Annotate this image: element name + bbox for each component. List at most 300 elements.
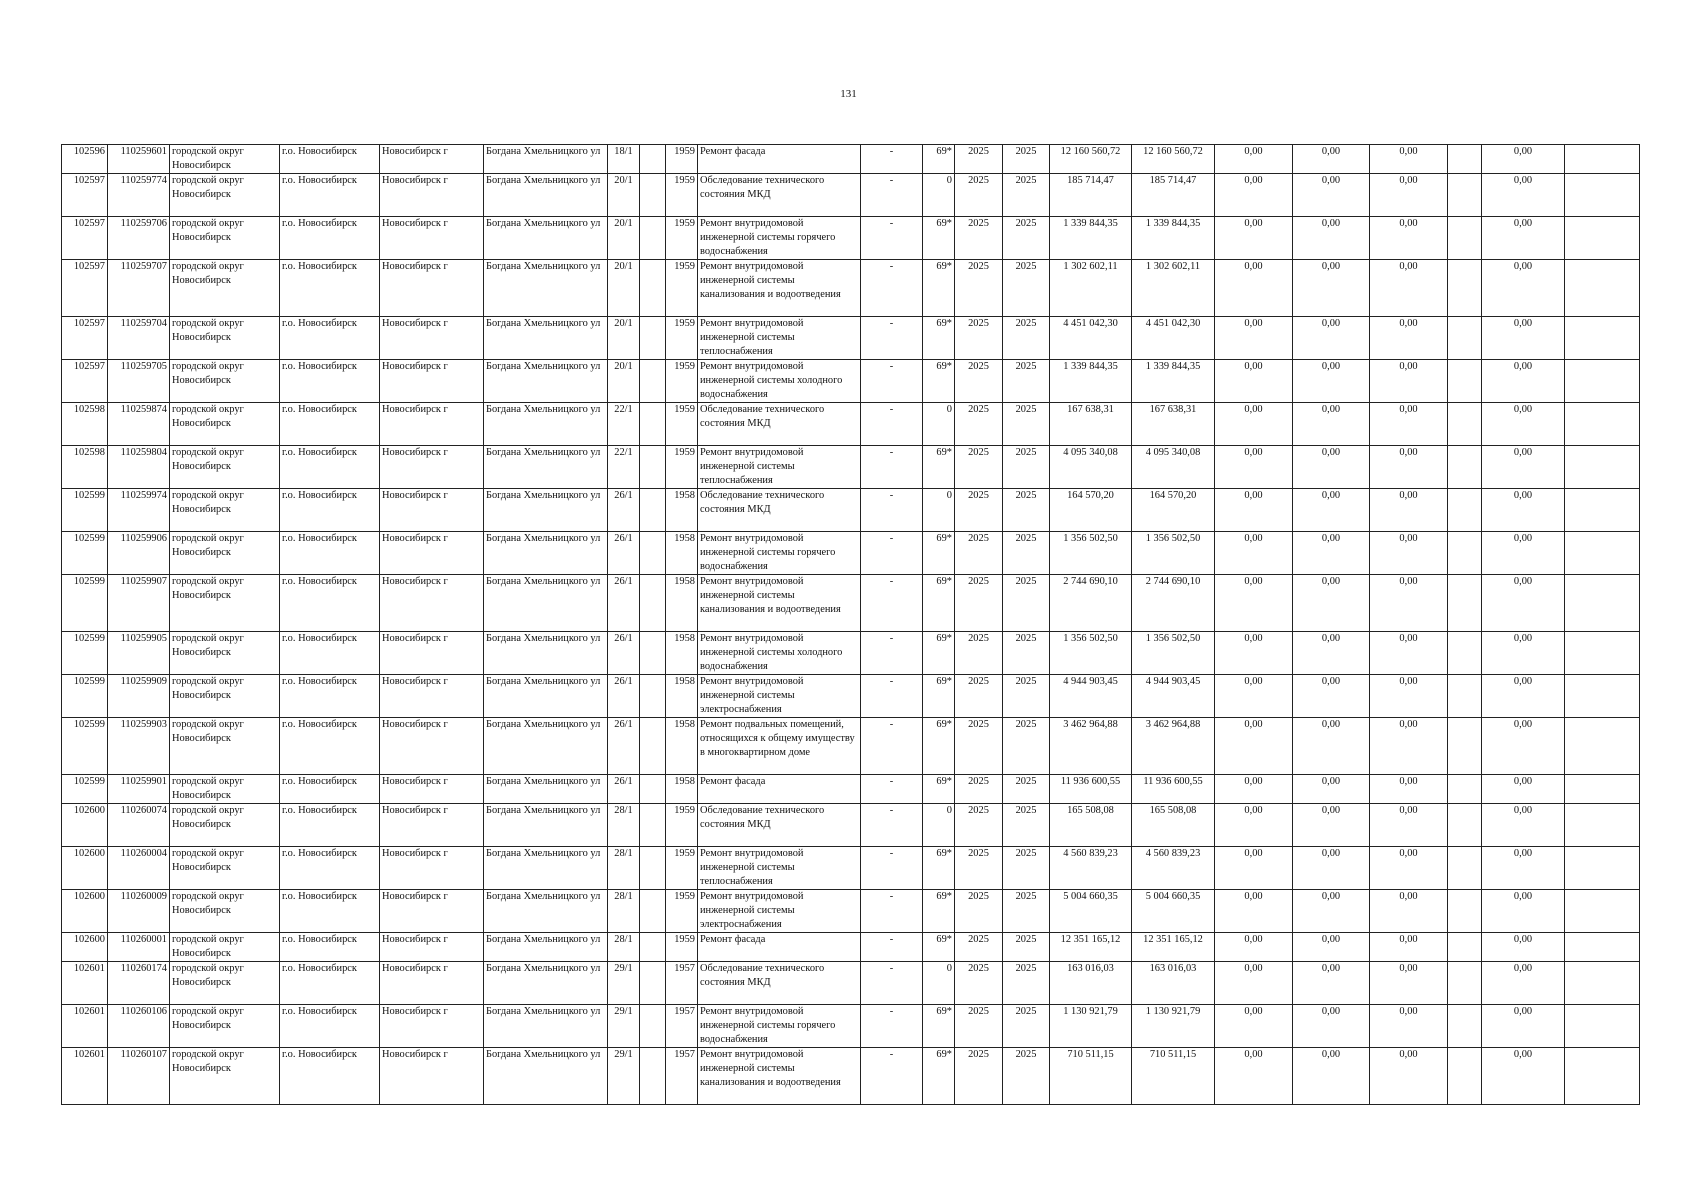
cell-flag: - [861, 890, 923, 933]
cell-locality: Новосибирск г [380, 847, 484, 890]
cell-cost: 4 944 903,45 [1050, 675, 1132, 718]
cell-id: 102599 [62, 489, 108, 532]
cell-year: 1959 [666, 217, 698, 260]
cell-value-2: 0,00 [1293, 718, 1370, 775]
cell-year: 1957 [666, 1005, 698, 1048]
cell-cost-total: 1 339 844,35 [1132, 360, 1215, 403]
cell-id: 102597 [62, 360, 108, 403]
cell-empty [1448, 145, 1482, 174]
cell-cost-total: 4 944 903,45 [1132, 675, 1215, 718]
cell-code: 110259707 [108, 260, 170, 317]
cell-locality: Новосибирск г [380, 403, 484, 446]
cell-locality: Новосибирск г [380, 775, 484, 804]
cell-locality: Новосибирск г [380, 804, 484, 847]
cell-work-type: Обследование технического состояния МКД [698, 804, 861, 847]
cell-rate: 69* [923, 675, 955, 718]
cell-work-type: Ремонт внутридомовой инженерной системы канализования и водоотведения [698, 260, 861, 317]
cell-value-4: 0,00 [1482, 962, 1565, 1005]
cell-work-type: Ремонт внутридомовой инженерной системы электроснабжения [698, 675, 861, 718]
cell-district: городской округ Новосибирск [170, 962, 280, 1005]
cell-year: 1959 [666, 933, 698, 962]
cell-plan-start: 2025 [955, 804, 1003, 847]
cell-house: 18/1 [608, 145, 640, 174]
cell-cost: 3 462 964,88 [1050, 718, 1132, 775]
cell-value-1: 0,00 [1215, 775, 1293, 804]
cell-empty [1448, 317, 1482, 360]
cell-work-type: Ремонт внутридомовой инженерной системы холодного водоснабжения [698, 632, 861, 675]
cell-building [640, 804, 666, 847]
cell-rate: 69* [923, 775, 955, 804]
cell-house: 26/1 [608, 632, 640, 675]
cell-locality: Новосибирск г [380, 145, 484, 174]
cell-plan-end: 2025 [1003, 403, 1050, 446]
cell-street: Богдана Хмельницкого ул [484, 403, 608, 446]
cell-plan-end: 2025 [1003, 718, 1050, 775]
cell-cost: 4 451 042,30 [1050, 317, 1132, 360]
cell-municipality: г.о. Новосибирск [280, 933, 380, 962]
cell-flag: - [861, 718, 923, 775]
cell-value-2: 0,00 [1293, 933, 1370, 962]
cell-value-3: 0,00 [1370, 775, 1448, 804]
cell-house: 20/1 [608, 260, 640, 317]
cell-locality: Новосибирск г [380, 446, 484, 489]
cell-building [640, 145, 666, 174]
cell-district: городской округ Новосибирск [170, 718, 280, 775]
cell-extra [1565, 489, 1640, 532]
cell-year: 1958 [666, 575, 698, 632]
cell-cost-total: 2 744 690,10 [1132, 575, 1215, 632]
cell-empty [1448, 1005, 1482, 1048]
cell-municipality: г.о. Новосибирск [280, 718, 380, 775]
cell-code: 110260074 [108, 804, 170, 847]
cell-building [640, 360, 666, 403]
cell-year: 1957 [666, 962, 698, 1005]
cell-district: городской округ Новосибирск [170, 847, 280, 890]
table-row [62, 446, 1640, 489]
cell-municipality: г.о. Новосибирск [280, 174, 380, 217]
cell-flag: - [861, 575, 923, 632]
cell-year: 1959 [666, 446, 698, 489]
cell-work-type: Ремонт внутридомовой инженерной системы канализования и водоотведения [698, 575, 861, 632]
cell-value-4: 0,00 [1482, 403, 1565, 446]
cell-value-3: 0,00 [1370, 962, 1448, 1005]
cell-extra [1565, 1048, 1640, 1105]
cell-value-2: 0,00 [1293, 1048, 1370, 1105]
cell-value-2: 0,00 [1293, 360, 1370, 403]
cell-house: 26/1 [608, 775, 640, 804]
cell-work-type: Ремонт внутридомовой инженерной системы горячего водоснабжения [698, 532, 861, 575]
cell-work-type: Ремонт внутридомовой инженерной системы теплоснабжения [698, 317, 861, 360]
cell-municipality: г.о. Новосибирск [280, 575, 380, 632]
table-row [62, 145, 1640, 174]
cell-value-4: 0,00 [1482, 847, 1565, 890]
page-number: 131 [840, 88, 857, 100]
cell-street: Богдана Хмельницкого ул [484, 962, 608, 1005]
cell-value-2: 0,00 [1293, 575, 1370, 632]
cell-year: 1958 [666, 632, 698, 675]
cell-street: Богдана Хмельницкого ул [484, 847, 608, 890]
cell-work-type: Ремонт фасада [698, 145, 861, 174]
table-row [62, 575, 1640, 632]
cell-code: 110259906 [108, 532, 170, 575]
cell-value-1: 0,00 [1215, 675, 1293, 718]
cell-cost-total: 5 004 660,35 [1132, 890, 1215, 933]
cell-building [640, 489, 666, 532]
cell-flag: - [861, 532, 923, 575]
cell-municipality: г.о. Новосибирск [280, 1048, 380, 1105]
cell-value-4: 0,00 [1482, 575, 1565, 632]
cell-flag: - [861, 446, 923, 489]
cell-code: 110260004 [108, 847, 170, 890]
cell-plan-end: 2025 [1003, 174, 1050, 217]
cell-extra [1565, 847, 1640, 890]
cell-extra [1565, 446, 1640, 489]
cell-rate: 69* [923, 360, 955, 403]
cell-plan-end: 2025 [1003, 532, 1050, 575]
cell-cost: 1 339 844,35 [1050, 360, 1132, 403]
cell-extra [1565, 962, 1640, 1005]
cell-code: 110259774 [108, 174, 170, 217]
cell-flag: - [861, 403, 923, 446]
cell-house: 28/1 [608, 847, 640, 890]
cell-work-type: Ремонт фасада [698, 933, 861, 962]
cell-empty [1448, 260, 1482, 317]
cell-value-2: 0,00 [1293, 145, 1370, 174]
cell-value-3: 0,00 [1370, 403, 1448, 446]
cell-empty [1448, 675, 1482, 718]
cell-cost-total: 165 508,08 [1132, 804, 1215, 847]
cell-cost: 5 004 660,35 [1050, 890, 1132, 933]
cell-plan-end: 2025 [1003, 847, 1050, 890]
cell-extra [1565, 260, 1640, 317]
cell-empty [1448, 775, 1482, 804]
cell-id: 102600 [62, 890, 108, 933]
cell-value-4: 0,00 [1482, 317, 1565, 360]
table-body [62, 145, 1640, 1105]
cell-plan-start: 2025 [955, 145, 1003, 174]
table-row [62, 317, 1640, 360]
cell-id: 102601 [62, 1048, 108, 1105]
cell-rate: 69* [923, 890, 955, 933]
cell-cost-total: 163 016,03 [1132, 962, 1215, 1005]
cell-plan-end: 2025 [1003, 804, 1050, 847]
cell-empty [1448, 632, 1482, 675]
cell-value-4: 0,00 [1482, 890, 1565, 933]
table-row [62, 718, 1640, 775]
cell-work-type: Ремонт внутридомовой инженерной системы канализования и водоотведения [698, 1048, 861, 1105]
table-row [62, 403, 1640, 446]
cell-value-4: 0,00 [1482, 174, 1565, 217]
cell-cost: 2 744 690,10 [1050, 575, 1132, 632]
cell-building [640, 446, 666, 489]
cell-street: Богдана Хмельницкого ул [484, 217, 608, 260]
cell-plan-start: 2025 [955, 575, 1003, 632]
cell-extra [1565, 575, 1640, 632]
table-row [62, 804, 1640, 847]
cell-id: 102599 [62, 675, 108, 718]
cell-street: Богдана Хмельницкого ул [484, 446, 608, 489]
cell-house: 28/1 [608, 804, 640, 847]
cell-year: 1959 [666, 890, 698, 933]
cell-code: 110259705 [108, 360, 170, 403]
cell-house: 26/1 [608, 718, 640, 775]
cell-value-3: 0,00 [1370, 718, 1448, 775]
cell-year: 1958 [666, 532, 698, 575]
cell-plan-end: 2025 [1003, 1048, 1050, 1105]
cell-locality: Новосибирск г [380, 1048, 484, 1105]
cell-district: городской округ Новосибирск [170, 575, 280, 632]
repair-program-table [61, 144, 1640, 1105]
cell-plan-start: 2025 [955, 489, 1003, 532]
cell-district: городской округ Новосибирск [170, 174, 280, 217]
cell-house: 28/1 [608, 933, 640, 962]
cell-value-1: 0,00 [1215, 403, 1293, 446]
cell-municipality: г.о. Новосибирск [280, 446, 380, 489]
cell-rate: 0 [923, 489, 955, 532]
cell-extra [1565, 675, 1640, 718]
cell-value-2: 0,00 [1293, 675, 1370, 718]
cell-plan-end: 2025 [1003, 145, 1050, 174]
cell-id: 102599 [62, 532, 108, 575]
cell-street: Богдана Хмельницкого ул [484, 174, 608, 217]
cell-cost: 12 160 560,72 [1050, 145, 1132, 174]
cell-plan-start: 2025 [955, 933, 1003, 962]
cell-extra [1565, 174, 1640, 217]
cell-street: Богдана Хмельницкого ул [484, 675, 608, 718]
cell-year: 1959 [666, 360, 698, 403]
cell-id: 102598 [62, 403, 108, 446]
cell-year: 1957 [666, 1048, 698, 1105]
cell-empty [1448, 890, 1482, 933]
cell-house: 26/1 [608, 675, 640, 718]
cell-work-type: Обследование технического состояния МКД [698, 403, 861, 446]
cell-district: городской округ Новосибирск [170, 933, 280, 962]
cell-year: 1959 [666, 145, 698, 174]
cell-district: городской округ Новосибирск [170, 403, 280, 446]
cell-plan-end: 2025 [1003, 775, 1050, 804]
cell-empty [1448, 847, 1482, 890]
cell-rate: 0 [923, 962, 955, 1005]
cell-empty [1448, 446, 1482, 489]
cell-locality: Новосибирск г [380, 933, 484, 962]
table-row [62, 675, 1640, 718]
cell-value-4: 0,00 [1482, 446, 1565, 489]
cell-house: 26/1 [608, 575, 640, 632]
table-row [62, 962, 1640, 1005]
cell-rate: 69* [923, 446, 955, 489]
cell-work-type: Ремонт внутридомовой инженерной системы горячего водоснабжения [698, 217, 861, 260]
cell-municipality: г.о. Новосибирск [280, 890, 380, 933]
cell-plan-start: 2025 [955, 260, 1003, 317]
cell-flag: - [861, 489, 923, 532]
cell-flag: - [861, 317, 923, 360]
cell-id: 102596 [62, 145, 108, 174]
cell-locality: Новосибирск г [380, 962, 484, 1005]
cell-value-3: 0,00 [1370, 575, 1448, 632]
cell-value-1: 0,00 [1215, 632, 1293, 675]
cell-value-2: 0,00 [1293, 847, 1370, 890]
cell-street: Богдана Хмельницкого ул [484, 804, 608, 847]
cell-cost: 4 560 839,23 [1050, 847, 1132, 890]
cell-year: 1959 [666, 403, 698, 446]
cell-value-3: 0,00 [1370, 804, 1448, 847]
cell-cost: 164 570,20 [1050, 489, 1132, 532]
cell-plan-end: 2025 [1003, 260, 1050, 317]
cell-code: 110259706 [108, 217, 170, 260]
cell-value-1: 0,00 [1215, 217, 1293, 260]
cell-id: 102601 [62, 1005, 108, 1048]
cell-value-2: 0,00 [1293, 962, 1370, 1005]
cell-code: 110260009 [108, 890, 170, 933]
cell-cost: 165 508,08 [1050, 804, 1132, 847]
cell-cost: 4 095 340,08 [1050, 446, 1132, 489]
cell-value-3: 0,00 [1370, 890, 1448, 933]
cell-work-type: Ремонт внутридомовой инженерной системы теплоснабжения [698, 446, 861, 489]
cell-value-1: 0,00 [1215, 962, 1293, 1005]
cell-cost-total: 12 160 560,72 [1132, 145, 1215, 174]
cell-cost: 167 638,31 [1050, 403, 1132, 446]
cell-work-type: Ремонт внутридомовой инженерной системы теплоснабжения [698, 847, 861, 890]
cell-locality: Новосибирск г [380, 260, 484, 317]
cell-value-4: 0,00 [1482, 775, 1565, 804]
table-row [62, 360, 1640, 403]
cell-rate: 69* [923, 145, 955, 174]
cell-plan-end: 2025 [1003, 360, 1050, 403]
cell-locality: Новосибирск г [380, 718, 484, 775]
cell-house: 22/1 [608, 403, 640, 446]
table-row [62, 489, 1640, 532]
cell-plan-end: 2025 [1003, 675, 1050, 718]
cell-street: Богдана Хмельницкого ул [484, 718, 608, 775]
cell-building [640, 1005, 666, 1048]
cell-value-3: 0,00 [1370, 1005, 1448, 1048]
cell-plan-start: 2025 [955, 217, 1003, 260]
cell-id: 102597 [62, 317, 108, 360]
cell-locality: Новосибирск г [380, 489, 484, 532]
cell-value-3: 0,00 [1370, 675, 1448, 718]
cell-cost: 1 302 602,11 [1050, 260, 1132, 317]
cell-building [640, 260, 666, 317]
cell-code: 110259909 [108, 675, 170, 718]
cell-year: 1958 [666, 718, 698, 775]
cell-rate: 69* [923, 575, 955, 632]
cell-rate: 69* [923, 317, 955, 360]
cell-year: 1959 [666, 847, 698, 890]
cell-cost: 1 130 921,79 [1050, 1005, 1132, 1048]
cell-street: Богдана Хмельницкого ул [484, 775, 608, 804]
cell-building [640, 847, 666, 890]
cell-value-1: 0,00 [1215, 317, 1293, 360]
cell-district: городской округ Новосибирск [170, 489, 280, 532]
cell-rate: 69* [923, 718, 955, 775]
cell-cost: 1 339 844,35 [1050, 217, 1132, 260]
cell-rate: 69* [923, 933, 955, 962]
cell-value-4: 0,00 [1482, 718, 1565, 775]
cell-cost: 185 714,47 [1050, 174, 1132, 217]
cell-street: Богдана Хмельницкого ул [484, 575, 608, 632]
cell-plan-start: 2025 [955, 1005, 1003, 1048]
cell-locality: Новосибирск г [380, 575, 484, 632]
cell-district: городской округ Новосибирск [170, 145, 280, 174]
cell-value-2: 0,00 [1293, 489, 1370, 532]
table-row [62, 217, 1640, 260]
cell-work-type: Ремонт подвальных помещений, относящихся к общему имуществу в многоквартирном доме [698, 718, 861, 775]
table-row [62, 260, 1640, 317]
cell-municipality: г.о. Новосибирск [280, 962, 380, 1005]
cell-district: городской округ Новосибирск [170, 446, 280, 489]
cell-building [640, 403, 666, 446]
cell-extra [1565, 317, 1640, 360]
cell-locality: Новосибирск г [380, 675, 484, 718]
cell-street: Богдана Хмельницкого ул [484, 532, 608, 575]
cell-code: 110260174 [108, 962, 170, 1005]
cell-empty [1448, 217, 1482, 260]
cell-plan-start: 2025 [955, 446, 1003, 489]
cell-street: Богдана Хмельницкого ул [484, 1048, 608, 1105]
cell-value-4: 0,00 [1482, 933, 1565, 962]
cell-flag: - [861, 804, 923, 847]
cell-value-1: 0,00 [1215, 847, 1293, 890]
cell-id: 102599 [62, 575, 108, 632]
cell-extra [1565, 933, 1640, 962]
cell-code: 110259905 [108, 632, 170, 675]
cell-empty [1448, 403, 1482, 446]
cell-plan-start: 2025 [955, 174, 1003, 217]
cell-value-2: 0,00 [1293, 174, 1370, 217]
cell-district: городской округ Новосибирск [170, 632, 280, 675]
cell-code: 110260107 [108, 1048, 170, 1105]
cell-building [640, 317, 666, 360]
cell-cost-total: 1 356 502,50 [1132, 632, 1215, 675]
cell-house: 29/1 [608, 1048, 640, 1105]
cell-value-4: 0,00 [1482, 632, 1565, 675]
cell-district: городской округ Новосибирск [170, 804, 280, 847]
cell-id: 102600 [62, 847, 108, 890]
cell-plan-start: 2025 [955, 675, 1003, 718]
cell-locality: Новосибирск г [380, 317, 484, 360]
cell-locality: Новосибирск г [380, 632, 484, 675]
cell-value-4: 0,00 [1482, 145, 1565, 174]
cell-house: 29/1 [608, 962, 640, 1005]
cell-cost-total: 3 462 964,88 [1132, 718, 1215, 775]
cell-value-2: 0,00 [1293, 632, 1370, 675]
cell-rate: 69* [923, 1005, 955, 1048]
cell-work-type: Ремонт фасада [698, 775, 861, 804]
cell-district: городской округ Новосибирск [170, 317, 280, 360]
cell-plan-start: 2025 [955, 360, 1003, 403]
cell-value-2: 0,00 [1293, 403, 1370, 446]
cell-house: 22/1 [608, 446, 640, 489]
cell-value-3: 0,00 [1370, 446, 1448, 489]
cell-value-2: 0,00 [1293, 532, 1370, 575]
cell-plan-end: 2025 [1003, 317, 1050, 360]
cell-cost: 710 511,15 [1050, 1048, 1132, 1105]
cell-rate: 69* [923, 1048, 955, 1105]
cell-street: Богдана Хмельницкого ул [484, 360, 608, 403]
cell-plan-end: 2025 [1003, 962, 1050, 1005]
cell-house: 29/1 [608, 1005, 640, 1048]
cell-street: Богдана Хмельницкого ул [484, 1005, 608, 1048]
cell-value-2: 0,00 [1293, 890, 1370, 933]
cell-value-4: 0,00 [1482, 489, 1565, 532]
cell-value-3: 0,00 [1370, 174, 1448, 217]
cell-value-1: 0,00 [1215, 489, 1293, 532]
cell-plan-end: 2025 [1003, 217, 1050, 260]
table-row [62, 532, 1640, 575]
cell-locality: Новосибирск г [380, 360, 484, 403]
cell-value-3: 0,00 [1370, 933, 1448, 962]
cell-flag: - [861, 962, 923, 1005]
